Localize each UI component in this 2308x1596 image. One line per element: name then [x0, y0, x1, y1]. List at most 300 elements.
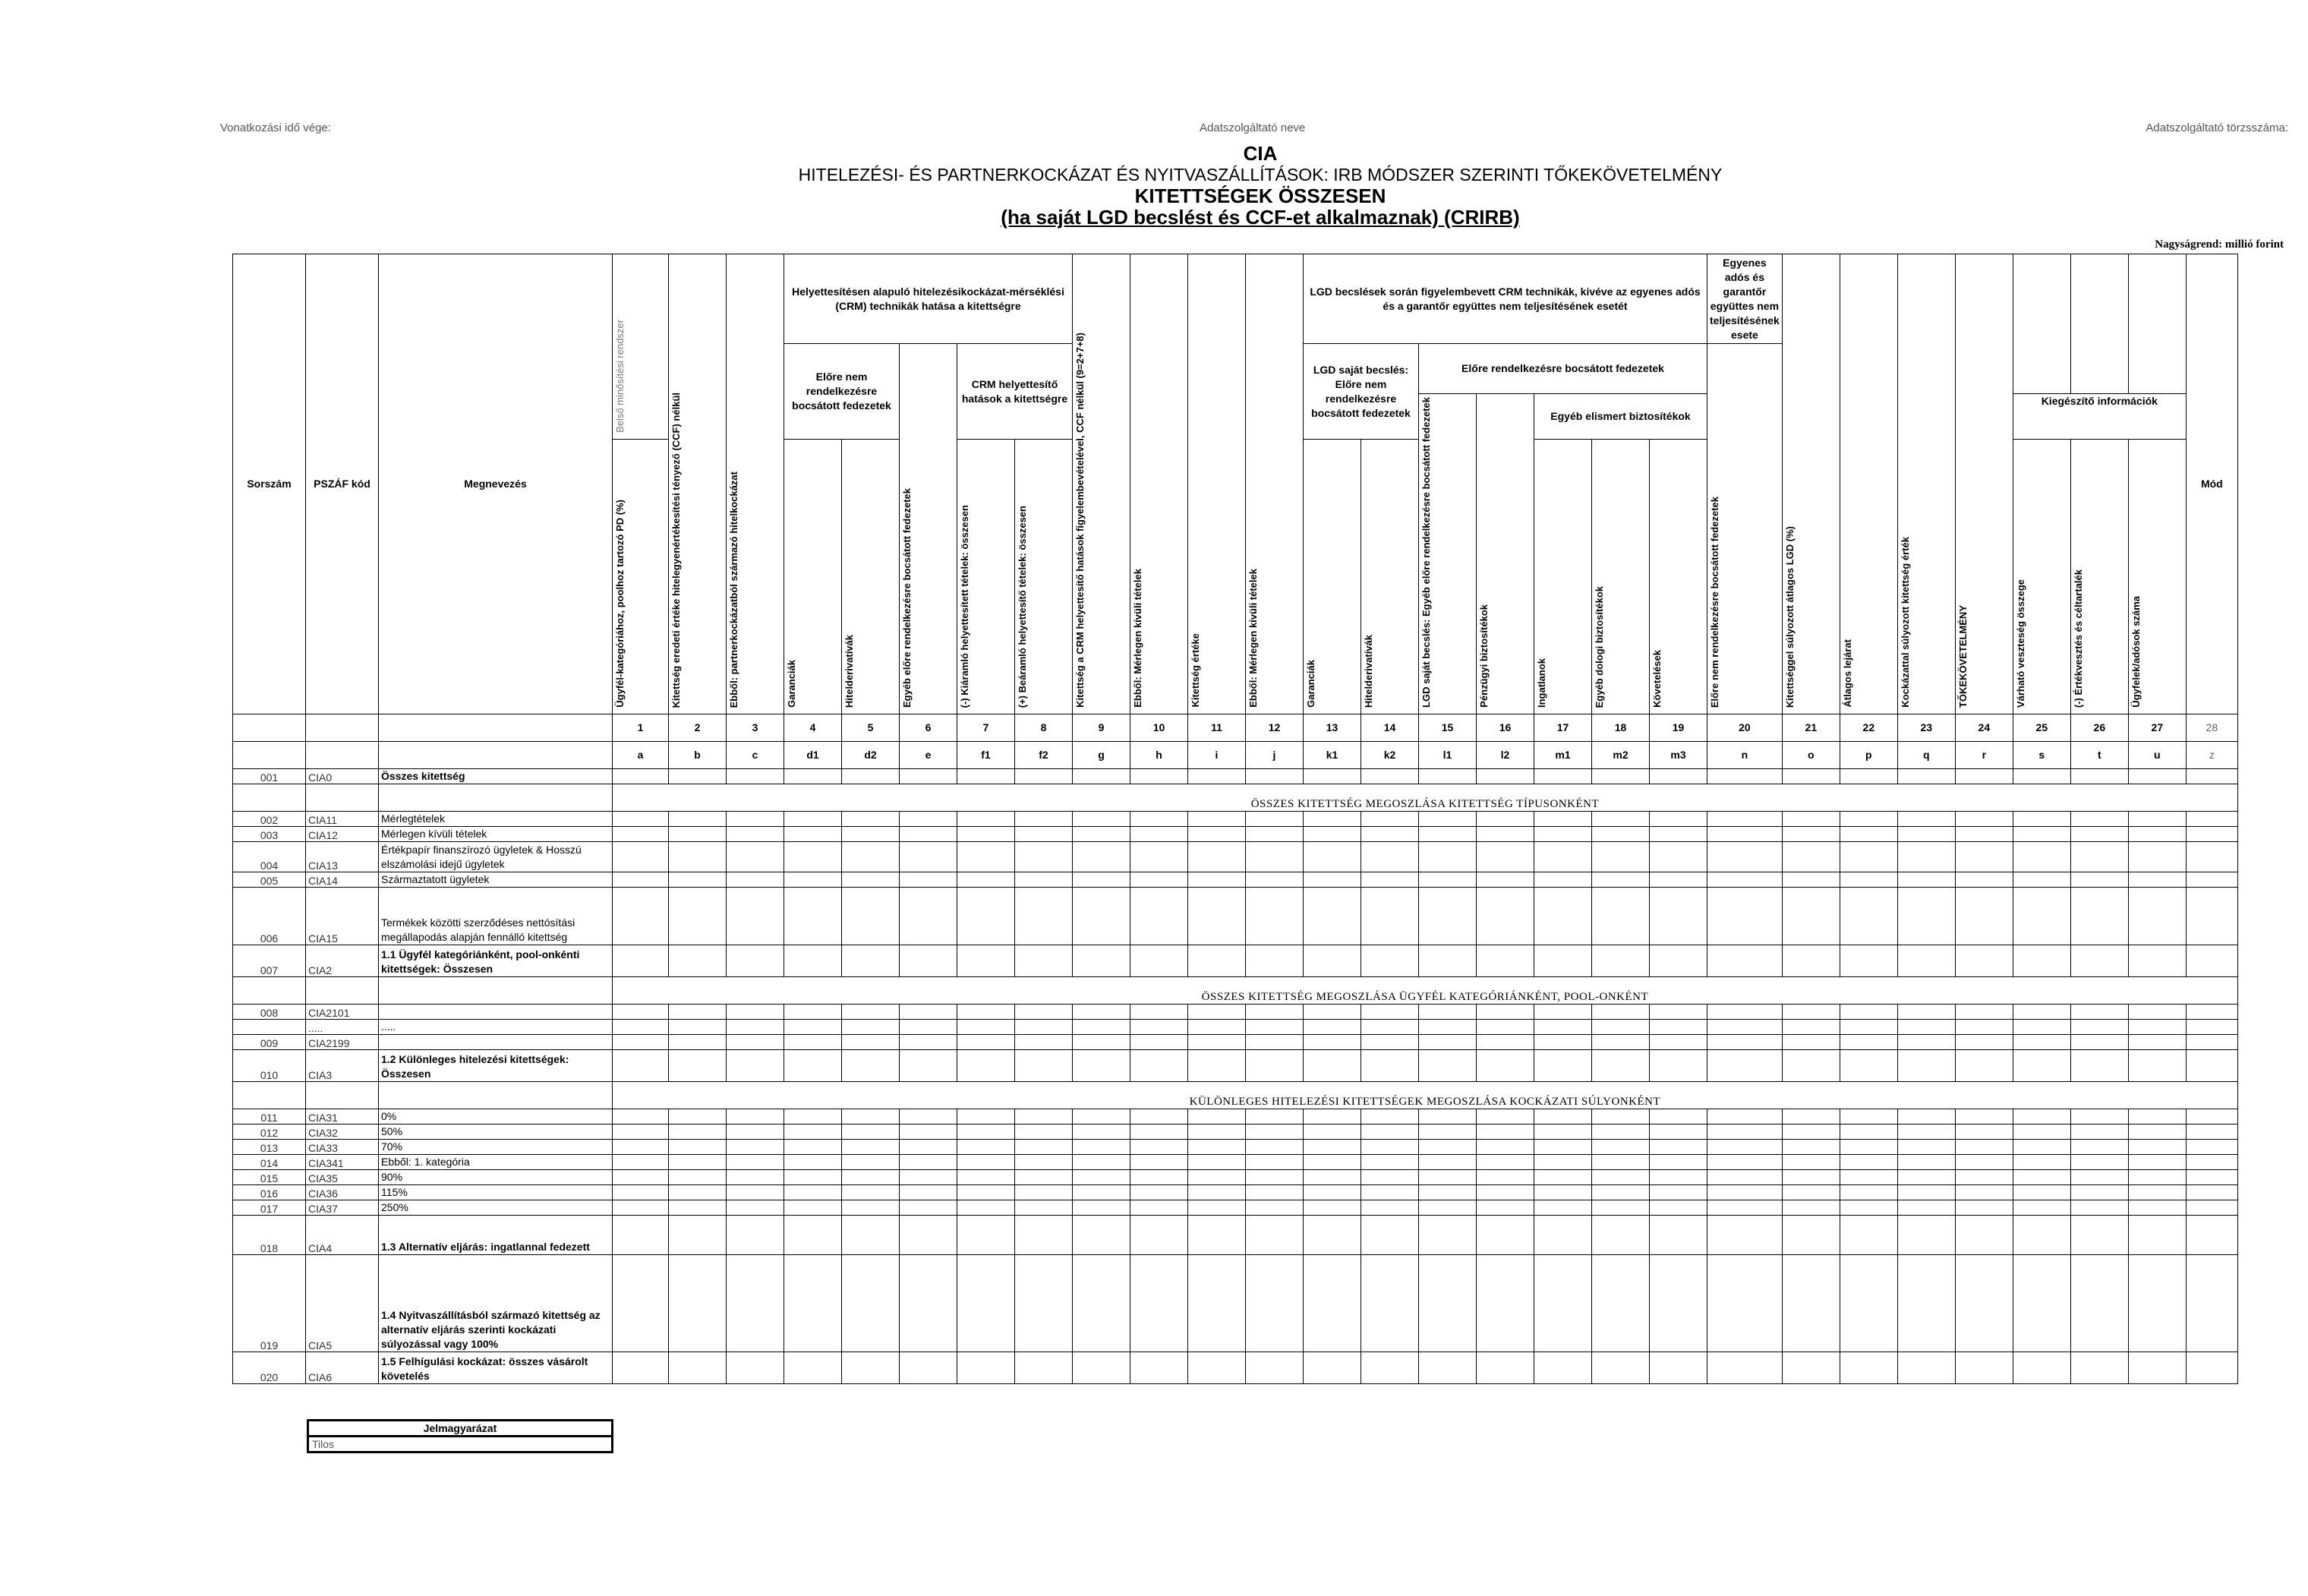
- data-cell[interactable]: [1592, 1184, 1650, 1200]
- data-cell[interactable]: [1419, 1124, 1477, 1139]
- data-cell[interactable]: [1534, 1004, 1592, 1019]
- data-cell[interactable]: [1840, 768, 1897, 784]
- data-cell[interactable]: [1477, 945, 1534, 976]
- data-cell[interactable]: [784, 1034, 842, 1049]
- data-cell[interactable]: [1955, 811, 2013, 826]
- data-cell[interactable]: [784, 1124, 842, 1139]
- data-cell[interactable]: [1707, 1004, 1783, 1019]
- data-cell[interactable]: [1015, 1049, 1073, 1081]
- data-cell[interactable]: [784, 1254, 842, 1352]
- data-cell[interactable]: [2186, 1139, 2237, 1154]
- data-cell[interactable]: [784, 945, 842, 976]
- data-cell[interactable]: [727, 945, 784, 976]
- data-cell[interactable]: [2186, 826, 2237, 841]
- data-cell[interactable]: [784, 1154, 842, 1169]
- data-cell[interactable]: [1955, 1004, 2013, 1019]
- data-cell[interactable]: [1188, 1352, 1246, 1383]
- data-cell[interactable]: [2128, 1154, 2186, 1169]
- data-cell[interactable]: [957, 1184, 1015, 1200]
- data-cell[interactable]: [900, 887, 957, 945]
- data-cell[interactable]: [1073, 1352, 1130, 1383]
- data-cell[interactable]: [1707, 1139, 1783, 1154]
- data-cell[interactable]: [842, 1254, 900, 1352]
- data-cell[interactable]: [900, 1169, 957, 1184]
- data-cell[interactable]: [1897, 1154, 1955, 1169]
- data-cell[interactable]: [669, 841, 727, 872]
- data-cell[interactable]: [2128, 1034, 2186, 1049]
- data-cell[interactable]: [1246, 768, 1304, 784]
- data-cell[interactable]: [1361, 1124, 1419, 1139]
- data-cell[interactable]: [727, 1352, 784, 1383]
- data-cell[interactable]: [784, 1004, 842, 1019]
- data-cell[interactable]: [727, 1169, 784, 1184]
- data-cell[interactable]: [1304, 811, 1361, 826]
- data-cell[interactable]: [1897, 1184, 1955, 1200]
- data-cell[interactable]: [2070, 1200, 2128, 1215]
- data-cell[interactable]: [2070, 1169, 2128, 1184]
- data-cell[interactable]: [1361, 1154, 1419, 1169]
- data-cell[interactable]: [2013, 1154, 2070, 1169]
- data-cell[interactable]: [842, 872, 900, 887]
- data-cell[interactable]: [900, 1200, 957, 1215]
- data-cell[interactable]: [1592, 1200, 1650, 1215]
- data-cell[interactable]: [1361, 945, 1419, 976]
- data-cell[interactable]: [1897, 887, 1955, 945]
- data-cell[interactable]: [669, 945, 727, 976]
- data-cell[interactable]: [1130, 1139, 1188, 1154]
- data-cell[interactable]: [1419, 1049, 1477, 1081]
- data-cell[interactable]: [1130, 945, 1188, 976]
- data-cell[interactable]: [1361, 1254, 1419, 1352]
- data-cell[interactable]: [1477, 1254, 1534, 1352]
- data-cell[interactable]: [1419, 872, 1477, 887]
- data-cell[interactable]: [1246, 1169, 1304, 1184]
- data-cell[interactable]: [1130, 1004, 1188, 1019]
- data-cell[interactable]: [1477, 1139, 1534, 1154]
- data-cell[interactable]: [1304, 1049, 1361, 1081]
- data-cell[interactable]: [1188, 1184, 1246, 1200]
- data-cell[interactable]: [1955, 1169, 2013, 1184]
- data-cell[interactable]: [1477, 1109, 1534, 1124]
- data-cell[interactable]: [2013, 1049, 2070, 1081]
- data-cell[interactable]: [1707, 1215, 1783, 1254]
- data-cell[interactable]: [1840, 872, 1897, 887]
- data-cell[interactable]: [1534, 1019, 1592, 1034]
- data-cell[interactable]: [1897, 1004, 1955, 1019]
- data-cell[interactable]: [2128, 887, 2186, 945]
- data-cell[interactable]: [1707, 887, 1783, 945]
- data-cell[interactable]: [2128, 1254, 2186, 1352]
- data-cell[interactable]: [727, 887, 784, 945]
- data-cell[interactable]: [2128, 872, 2186, 887]
- data-cell[interactable]: [613, 945, 669, 976]
- data-cell[interactable]: [1073, 1034, 1130, 1049]
- data-cell[interactable]: [1592, 1124, 1650, 1139]
- data-cell[interactable]: [669, 1139, 727, 1154]
- data-cell[interactable]: [1782, 1034, 1840, 1049]
- data-cell[interactable]: [2186, 1034, 2237, 1049]
- data-cell[interactable]: [1419, 1019, 1477, 1034]
- data-cell[interactable]: [1840, 811, 1897, 826]
- data-cell[interactable]: [1650, 1139, 1707, 1154]
- data-cell[interactable]: [1650, 1169, 1707, 1184]
- data-cell[interactable]: [1073, 1139, 1130, 1154]
- data-cell[interactable]: [1477, 1184, 1534, 1200]
- data-cell[interactable]: [1477, 1004, 1534, 1019]
- data-cell[interactable]: [1592, 768, 1650, 784]
- data-cell[interactable]: [613, 1019, 669, 1034]
- data-cell[interactable]: [957, 768, 1015, 784]
- data-cell[interactable]: [2186, 1215, 2237, 1254]
- data-cell[interactable]: [900, 841, 957, 872]
- data-cell[interactable]: [1304, 1124, 1361, 1139]
- data-cell[interactable]: [1897, 1200, 1955, 1215]
- data-cell[interactable]: [1188, 1124, 1246, 1139]
- data-cell[interactable]: [1130, 872, 1188, 887]
- data-cell[interactable]: [727, 1124, 784, 1139]
- data-cell[interactable]: [1955, 1184, 2013, 1200]
- data-cell[interactable]: [2070, 1352, 2128, 1383]
- data-cell[interactable]: [1840, 826, 1897, 841]
- data-cell[interactable]: [2013, 1200, 2070, 1215]
- data-cell[interactable]: [669, 1124, 727, 1139]
- data-cell[interactable]: [613, 1004, 669, 1019]
- data-cell[interactable]: [2013, 945, 2070, 976]
- data-cell[interactable]: [1361, 1200, 1419, 1215]
- data-cell[interactable]: [1534, 1352, 1592, 1383]
- data-cell[interactable]: [900, 1184, 957, 1200]
- data-cell[interactable]: [2186, 1154, 2237, 1169]
- data-cell[interactable]: [1477, 841, 1534, 872]
- data-cell[interactable]: [2013, 811, 2070, 826]
- data-cell[interactable]: [613, 1254, 669, 1352]
- data-cell[interactable]: [784, 1169, 842, 1184]
- data-cell[interactable]: [669, 1034, 727, 1049]
- data-cell[interactable]: [1419, 811, 1477, 826]
- data-cell[interactable]: [1707, 872, 1783, 887]
- data-cell[interactable]: [784, 887, 842, 945]
- data-cell[interactable]: [900, 1254, 957, 1352]
- data-cell[interactable]: [1782, 1109, 1840, 1124]
- data-cell[interactable]: [1707, 1200, 1783, 1215]
- data-cell[interactable]: [1361, 1352, 1419, 1383]
- data-cell[interactable]: [1477, 1169, 1534, 1184]
- data-cell[interactable]: [1188, 945, 1246, 976]
- data-cell[interactable]: [1534, 1109, 1592, 1124]
- data-cell[interactable]: [957, 1169, 1015, 1184]
- data-cell[interactable]: [1534, 887, 1592, 945]
- data-cell[interactable]: [1897, 1124, 1955, 1139]
- data-cell[interactable]: [1246, 1200, 1304, 1215]
- data-cell[interactable]: [613, 1154, 669, 1169]
- data-cell[interactable]: [1650, 826, 1707, 841]
- data-cell[interactable]: [1015, 1352, 1073, 1383]
- data-cell[interactable]: [784, 872, 842, 887]
- data-cell[interactable]: [1015, 1004, 1073, 1019]
- data-cell[interactable]: [2070, 1139, 2128, 1154]
- data-cell[interactable]: [2070, 1154, 2128, 1169]
- data-cell[interactable]: [1130, 768, 1188, 784]
- data-cell[interactable]: [1246, 841, 1304, 872]
- data-cell[interactable]: [2128, 1004, 2186, 1019]
- data-cell[interactable]: [727, 1049, 784, 1081]
- data-cell[interactable]: [1650, 811, 1707, 826]
- data-cell[interactable]: [842, 1215, 900, 1254]
- data-cell[interactable]: [1015, 1154, 1073, 1169]
- data-cell[interactable]: [1361, 1139, 1419, 1154]
- data-cell[interactable]: [1897, 945, 1955, 976]
- data-cell[interactable]: [1304, 1200, 1361, 1215]
- data-cell[interactable]: [1897, 768, 1955, 784]
- data-cell[interactable]: [613, 1184, 669, 1200]
- data-cell[interactable]: [957, 826, 1015, 841]
- data-cell[interactable]: [1650, 1019, 1707, 1034]
- data-cell[interactable]: [2013, 1109, 2070, 1124]
- data-cell[interactable]: [1592, 1049, 1650, 1081]
- data-cell[interactable]: [1477, 1019, 1534, 1034]
- data-cell[interactable]: [1015, 887, 1073, 945]
- data-cell[interactable]: [1955, 1154, 2013, 1169]
- data-cell[interactable]: [1419, 841, 1477, 872]
- data-cell[interactable]: [842, 1352, 900, 1383]
- data-cell[interactable]: [957, 1109, 1015, 1124]
- data-cell[interactable]: [1130, 1215, 1188, 1254]
- data-cell[interactable]: [1361, 811, 1419, 826]
- data-cell[interactable]: [900, 1049, 957, 1081]
- data-cell[interactable]: [2070, 1034, 2128, 1049]
- data-cell[interactable]: [1304, 1352, 1361, 1383]
- data-cell[interactable]: [957, 1034, 1015, 1049]
- data-cell[interactable]: [1130, 1049, 1188, 1081]
- data-cell[interactable]: [1955, 1139, 2013, 1154]
- data-cell[interactable]: [957, 887, 1015, 945]
- data-cell[interactable]: [1419, 826, 1477, 841]
- data-cell[interactable]: [1419, 1200, 1477, 1215]
- data-cell[interactable]: [1188, 841, 1246, 872]
- data-cell[interactable]: [1897, 1169, 1955, 1184]
- data-cell[interactable]: [1246, 826, 1304, 841]
- data-cell[interactable]: [2070, 887, 2128, 945]
- data-cell[interactable]: [1304, 1004, 1361, 1019]
- data-cell[interactable]: [727, 1184, 784, 1200]
- data-cell[interactable]: [1015, 945, 1073, 976]
- data-cell[interactable]: [669, 1254, 727, 1352]
- data-cell[interactable]: [2070, 841, 2128, 872]
- data-cell[interactable]: [613, 1124, 669, 1139]
- data-cell[interactable]: [2070, 768, 2128, 784]
- data-cell[interactable]: [1955, 1352, 2013, 1383]
- data-cell[interactable]: [900, 1352, 957, 1383]
- data-cell[interactable]: [1592, 841, 1650, 872]
- data-cell[interactable]: [2186, 1200, 2237, 1215]
- data-cell[interactable]: [1897, 1034, 1955, 1049]
- data-cell[interactable]: [784, 811, 842, 826]
- data-cell[interactable]: [1955, 1215, 2013, 1254]
- data-cell[interactable]: [2070, 1124, 2128, 1139]
- data-cell[interactable]: [1897, 1049, 1955, 1081]
- data-cell[interactable]: [2128, 841, 2186, 872]
- data-cell[interactable]: [1840, 1049, 1897, 1081]
- data-cell[interactable]: [2128, 1184, 2186, 1200]
- data-cell[interactable]: [1782, 1352, 1840, 1383]
- data-cell[interactable]: [669, 1154, 727, 1169]
- data-cell[interactable]: [2128, 1124, 2186, 1139]
- data-cell[interactable]: [1130, 887, 1188, 945]
- data-cell[interactable]: [1840, 1139, 1897, 1154]
- data-cell[interactable]: [1246, 872, 1304, 887]
- data-cell[interactable]: [1592, 1139, 1650, 1154]
- data-cell[interactable]: [1707, 826, 1783, 841]
- data-cell[interactable]: [1073, 768, 1130, 784]
- data-cell[interactable]: [613, 872, 669, 887]
- data-cell[interactable]: [1015, 1034, 1073, 1049]
- data-cell[interactable]: [1650, 1109, 1707, 1124]
- data-cell[interactable]: [1534, 1154, 1592, 1169]
- data-cell[interactable]: [1534, 945, 1592, 976]
- data-cell[interactable]: [1188, 1154, 1246, 1169]
- data-cell[interactable]: [957, 811, 1015, 826]
- data-cell[interactable]: [613, 1049, 669, 1081]
- data-cell[interactable]: [900, 1154, 957, 1169]
- data-cell[interactable]: [1534, 872, 1592, 887]
- data-cell[interactable]: [1304, 841, 1361, 872]
- data-cell[interactable]: [1188, 1019, 1246, 1034]
- data-cell[interactable]: [669, 1019, 727, 1034]
- data-cell[interactable]: [2128, 945, 2186, 976]
- data-cell[interactable]: [842, 1049, 900, 1081]
- data-cell[interactable]: [842, 1124, 900, 1139]
- data-cell[interactable]: [2128, 1352, 2186, 1383]
- data-cell[interactable]: [1246, 1019, 1304, 1034]
- data-cell[interactable]: [613, 768, 669, 784]
- data-cell[interactable]: [669, 768, 727, 784]
- data-cell[interactable]: [2128, 768, 2186, 784]
- data-cell[interactable]: [1534, 841, 1592, 872]
- data-cell[interactable]: [1246, 1109, 1304, 1124]
- data-cell[interactable]: [2013, 1019, 2070, 1034]
- data-cell[interactable]: [1304, 1169, 1361, 1184]
- data-cell[interactable]: [1707, 1019, 1783, 1034]
- data-cell[interactable]: [1419, 1352, 1477, 1383]
- data-cell[interactable]: [1477, 1034, 1534, 1049]
- data-cell[interactable]: [2013, 1004, 2070, 1019]
- data-cell[interactable]: [1782, 1139, 1840, 1154]
- data-cell[interactable]: [1782, 945, 1840, 976]
- data-cell[interactable]: [1073, 1169, 1130, 1184]
- data-cell[interactable]: [1188, 1049, 1246, 1081]
- data-cell[interactable]: [1592, 811, 1650, 826]
- data-cell[interactable]: [1840, 1254, 1897, 1352]
- data-cell[interactable]: [1130, 1352, 1188, 1383]
- data-cell[interactable]: [1897, 1109, 1955, 1124]
- data-cell[interactable]: [784, 1109, 842, 1124]
- data-cell[interactable]: [669, 1184, 727, 1200]
- data-cell[interactable]: [1955, 1200, 2013, 1215]
- data-cell[interactable]: [1650, 841, 1707, 872]
- data-cell[interactable]: [2128, 1169, 2186, 1184]
- data-cell[interactable]: [1707, 1124, 1783, 1139]
- data-cell[interactable]: [1015, 1254, 1073, 1352]
- data-cell[interactable]: [1188, 1254, 1246, 1352]
- data-cell[interactable]: [1955, 1254, 2013, 1352]
- data-cell[interactable]: [842, 841, 900, 872]
- data-cell[interactable]: [613, 1200, 669, 1215]
- data-cell[interactable]: [2070, 1254, 2128, 1352]
- data-cell[interactable]: [1419, 1169, 1477, 1184]
- data-cell[interactable]: [2186, 1019, 2237, 1034]
- data-cell[interactable]: [1361, 1184, 1419, 1200]
- data-cell[interactable]: [1955, 1124, 2013, 1139]
- data-cell[interactable]: [1477, 1200, 1534, 1215]
- data-cell[interactable]: [957, 1004, 1015, 1019]
- data-cell[interactable]: [1419, 1184, 1477, 1200]
- data-cell[interactable]: [1304, 872, 1361, 887]
- data-cell[interactable]: [1304, 1034, 1361, 1049]
- data-cell[interactable]: [1361, 1109, 1419, 1124]
- data-cell[interactable]: [1592, 872, 1650, 887]
- data-cell[interactable]: [727, 841, 784, 872]
- data-cell[interactable]: [1955, 1034, 2013, 1049]
- data-cell[interactable]: [1534, 768, 1592, 784]
- data-cell[interactable]: [1419, 1154, 1477, 1169]
- data-cell[interactable]: [1650, 1004, 1707, 1019]
- data-cell[interactable]: [1782, 1049, 1840, 1081]
- data-cell[interactable]: [2186, 1184, 2237, 1200]
- data-cell[interactable]: [2186, 1254, 2237, 1352]
- data-cell[interactable]: [1130, 841, 1188, 872]
- data-cell[interactable]: [957, 1352, 1015, 1383]
- data-cell[interactable]: [2128, 1200, 2186, 1215]
- data-cell[interactable]: [1955, 872, 2013, 887]
- data-cell[interactable]: [842, 1154, 900, 1169]
- data-cell[interactable]: [1650, 1200, 1707, 1215]
- data-cell[interactable]: [1534, 1184, 1592, 1200]
- data-cell[interactable]: [1650, 945, 1707, 976]
- data-cell[interactable]: [2013, 1215, 2070, 1254]
- data-cell[interactable]: [1188, 872, 1246, 887]
- data-cell[interactable]: [900, 826, 957, 841]
- data-cell[interactable]: [2013, 841, 2070, 872]
- data-cell[interactable]: [1707, 841, 1783, 872]
- data-cell[interactable]: [1361, 841, 1419, 872]
- data-cell[interactable]: [1246, 1215, 1304, 1254]
- data-cell[interactable]: [1534, 811, 1592, 826]
- data-cell[interactable]: [900, 768, 957, 784]
- data-cell[interactable]: [1534, 1200, 1592, 1215]
- data-cell[interactable]: [1419, 1004, 1477, 1019]
- data-cell[interactable]: [727, 768, 784, 784]
- data-cell[interactable]: [1188, 826, 1246, 841]
- data-cell[interactable]: [1707, 1109, 1783, 1124]
- data-cell[interactable]: [1073, 1254, 1130, 1352]
- data-cell[interactable]: [1188, 1109, 1246, 1124]
- data-cell[interactable]: [1840, 1184, 1897, 1200]
- data-cell[interactable]: [2013, 1184, 2070, 1200]
- data-cell[interactable]: [669, 1109, 727, 1124]
- data-cell[interactable]: [1361, 1049, 1419, 1081]
- data-cell[interactable]: [1650, 1154, 1707, 1169]
- data-cell[interactable]: [1015, 1184, 1073, 1200]
- data-cell[interactable]: [2128, 1109, 2186, 1124]
- data-cell[interactable]: [1840, 1124, 1897, 1139]
- data-cell[interactable]: [1304, 1215, 1361, 1254]
- data-cell[interactable]: [1592, 826, 1650, 841]
- data-cell[interactable]: [1361, 768, 1419, 784]
- data-cell[interactable]: [1130, 1109, 1188, 1124]
- data-cell[interactable]: [1897, 872, 1955, 887]
- data-cell[interactable]: [900, 1019, 957, 1034]
- data-cell[interactable]: [1592, 1169, 1650, 1184]
